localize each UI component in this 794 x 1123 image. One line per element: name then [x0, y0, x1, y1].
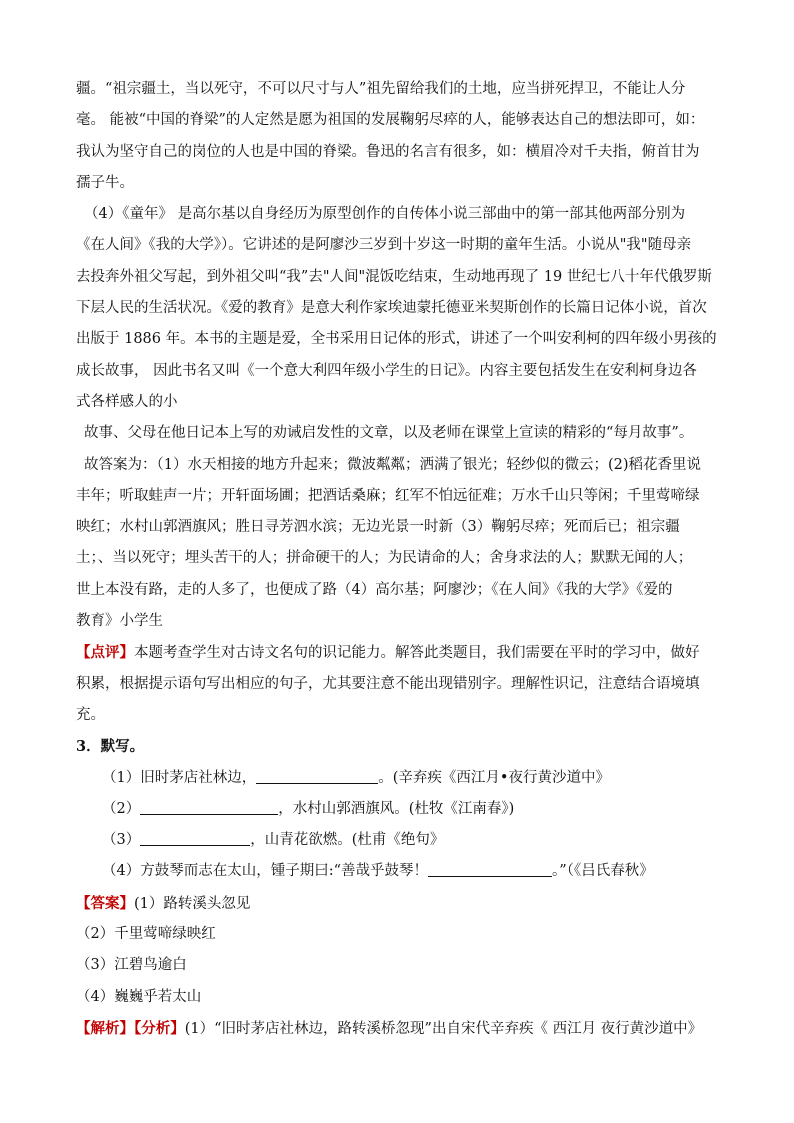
- question-item-text: （4）方鼓琴而志在太山，锺子期曰:“善哉乎鼓琴！: [102, 863, 429, 880]
- answer-blank: [140, 798, 278, 815]
- text-line: 毫。 能被“中国的脊梁”的人定然是愿为祖国的发展鞠躬尽瘁的人，能够表达自己的想法即可，如：: [76, 112, 705, 129]
- question-item-1: [76, 763, 726, 794]
- comment-label: 【点评】: [76, 644, 134, 662]
- question-item-3: [76, 825, 726, 856]
- paragraph-3: 故事、父母在他日记本上写的劝诫启发性的文章，以及老师在课堂上宣读的精彩的“每月故事”。: [84, 425, 694, 442]
- text-line: 《在人间》《我的大学》）。它讲述的是阿廖沙三岁到十岁这一时期的童年生活。小说从"我"随母亲: [76, 237, 692, 254]
- document-page: [76, 74, 726, 1044]
- text-line: 故答案为：（1）水天相接的地方升起来；微波粼粼；洒满了银光；轻纱似的微云；(2)稻花香里说: [84, 456, 702, 473]
- answer-block: [76, 450, 726, 638]
- text-line: 丰年；听取蛙声一片；开轩面场圃；把酒话桑麻；红军不怕远征难；万水千山只等闲；千里莺啼绿: [76, 487, 700, 504]
- text-line: 下层人民的生活状况。《爱的教育》是意大利作家埃迪蒙托德亚米契斯创作的长篇日记体小说，首次: [76, 300, 707, 317]
- text-line: 疆。“祖宗疆土，当以死守，不可以尺寸与人”祖先留给我们的土地，应当拼死捍卫，不能让人分: [76, 81, 686, 97]
- answer-line: （3）江碧鸟逾白: [76, 957, 187, 974]
- question-item-text: （3）: [102, 832, 141, 849]
- question-item-text: ，水村山郭酒旗风。(杜牧《江南春》): [278, 800, 515, 817]
- text-line: 去投奔外祖父写起，到外祖父叫“我”去"人间"混饭吃结束，生动地再现了 19 世纪七八十年代俄罗斯: [76, 268, 712, 285]
- text-line: 我认为坚守自己的岗位的人也是中国的脊梁。鲁迅的名言有很多，如：横眉冷对千夫指，俯首甘为: [76, 143, 700, 160]
- text-line: 教育》小学生: [76, 613, 163, 630]
- question-title: 3．默写。: [76, 738, 145, 756]
- question-item-4: [76, 856, 726, 887]
- analysis-text: (1）“旧时茅店社林边，路转溪桥忽现”出自宋代辛弃疾《 西江月 夜行黄沙道中》: [184, 1020, 703, 1037]
- answer-text: (1）路转溪头忽见: [134, 895, 251, 912]
- analysis-label: 【解析】: [76, 1019, 134, 1037]
- text-line: 出版于 1886 年。本书的主题是爱，全书采用日记体的形式，讲述了一个叫安利柯的四年级小男孩的: [76, 331, 717, 348]
- question-item-2: [76, 794, 726, 825]
- paragraph-2: [76, 199, 726, 418]
- answer-line-1: [76, 888, 726, 919]
- question-section: [76, 731, 726, 887]
- text-line: 成长故事， 因此书名又叫《一个意大利四年级小学生的日记》。内容主要包括发生在安利柯身边各: [76, 362, 697, 379]
- comment-line-1: [76, 637, 726, 668]
- answer-blank: [140, 829, 250, 846]
- question-item-text: （1）旧时茅店社林边，: [102, 769, 257, 786]
- answer-label: 【答案】: [76, 894, 134, 912]
- text-line: 映红；水村山郭酒旗风；胜日寻芳泗水滨；无边光景一时新（3）鞠躬尽瘁；死而后已；祖宗疆: [76, 519, 680, 536]
- comment-text: 本题考查学生对古诗文名句的识记能力。解答此类题目，我们需要在平时的学习中，做好: [134, 645, 700, 662]
- analysis-sub-label: 【分析】: [134, 1019, 185, 1037]
- answer-line: （4）巍巍乎若太山: [76, 988, 202, 1005]
- comment-section: [76, 637, 726, 731]
- text-line: 土；、当以死守；埋头苦干的人；拼命硬干的人；为民请命的人；舍身求法的人；默默无闻的人；: [76, 550, 693, 567]
- question-item-text: 。”（《吕氏春秋》: [552, 863, 654, 880]
- text-line: （4）《童年》 是高尔基以自身经历为原型创作的自传体小说三部曲中的第一部其他两部分别为: [84, 206, 686, 223]
- answer-line: （2）千里莺啼绿映红: [76, 926, 216, 943]
- text-line: 充。: [76, 706, 105, 723]
- question-item-text: （2）: [102, 800, 141, 817]
- paragraph-1: [76, 74, 726, 199]
- answer-blank: [428, 860, 552, 877]
- question-item-text: ，山青花欲燃。(杜甫《绝句》: [250, 832, 445, 849]
- analysis-line: [76, 1013, 726, 1044]
- answer-section: [76, 888, 726, 1013]
- answer-blank: [256, 767, 378, 784]
- text-line: 积累，根据提示语句写出相应的句子，尤其要注意不能出现错别字。理解性识记，注意结合语境填: [76, 675, 700, 692]
- text-line: 式各样感人的小: [76, 393, 178, 410]
- question-item-text: 。(辛弃疾《西江月•夜行黄沙道中》: [378, 769, 610, 786]
- text-line: 孺子牛。: [76, 174, 134, 191]
- text-line: 世上本没有路，走的人多了，也便成了路（4）高尔基；阿廖沙；《在人间》《我的大学》《爱的: [76, 581, 673, 598]
